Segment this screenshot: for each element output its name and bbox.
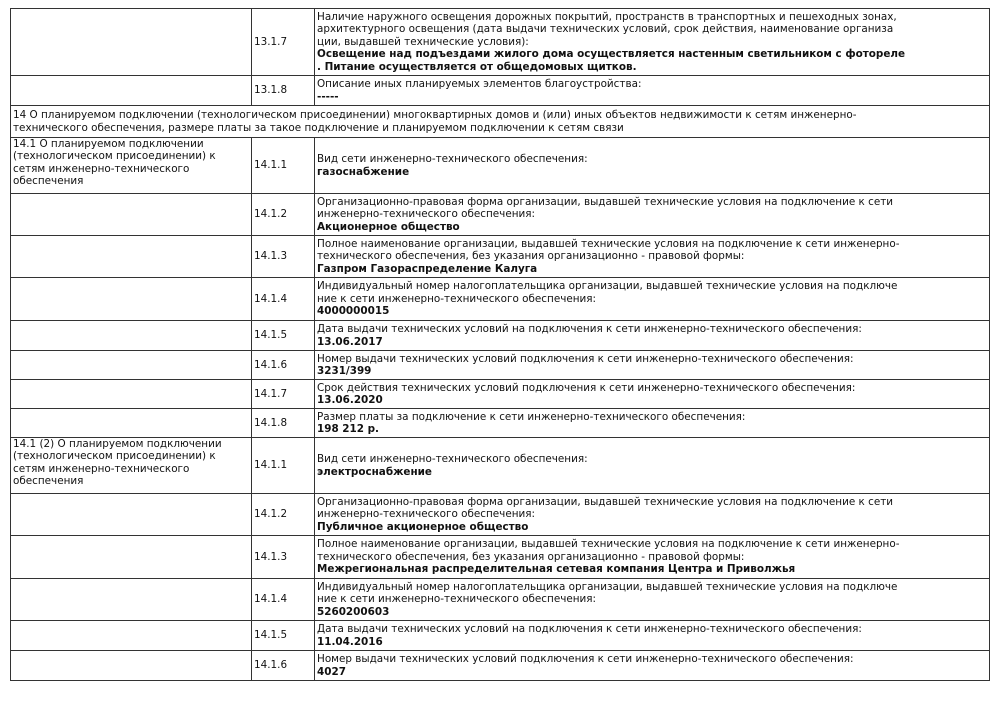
table-row (11, 380, 990, 409)
table-row (11, 236, 990, 278)
table-row (11, 536, 990, 579)
table-row (11, 351, 990, 380)
item-value: Освещение над подъездами жилого дома осуществляется настенным светильником с фотореле . Питание осуществляется от общедомовых щитков. (317, 48, 906, 73)
item-code: 14.1.3 (252, 236, 315, 278)
item-value: 3231/399 (317, 365, 372, 377)
item-label: Индивидуальный номер налогоплательщика организации, выдавшей технические условия на подключе ние к сети инженерно-технического обеспечения: (317, 280, 898, 305)
section-title: 14.1 О планируемом подключении (технологическом присоединении) к сетям инженерно-технического обеспечения (11, 138, 252, 194)
item-value: электроснабжение (317, 465, 432, 478)
table-row (11, 651, 990, 681)
item-label: Полное наименование организации, выдавшей технические условия на подключение к сети инженерно- технического обеспечения, без указания организационно - правовой формы: (317, 538, 900, 563)
item-value: 5260200603 (317, 605, 390, 618)
item-content (315, 321, 990, 351)
item-label: Организационно-правовая форма организации, выдавшей технические условия на подключение к сети инженерно-технического обеспечения: (317, 495, 894, 521)
item-code: 14.1.3 (252, 536, 315, 579)
section-title (11, 621, 252, 651)
item-value: Газпром Газораспределение Калуга (317, 262, 538, 275)
section-header: 14 О планируемом подключении (технологическом присоединении) многоквартирных домов и (или) иных объектов недвижимости к сетям инженерно- технического обеспечения, размере платы за такое подключение и планируемом подключении к сетям связи (11, 106, 990, 138)
item-code: 14.1.4 (252, 579, 315, 621)
item-content (315, 536, 990, 579)
item-value: 13.06.2020 (317, 394, 383, 406)
item-value: Межрегиональная распределительная сетевая компания Центра и Приволжья (317, 563, 796, 576)
disclosure-table (10, 8, 990, 681)
item-code: 14.1.5 (252, 321, 315, 351)
item-label: Номер выдачи технических условий подключения к сети инженерно-технического обеспечения: (317, 352, 854, 365)
item-value: Акционерное общество (317, 220, 460, 233)
section-title (11, 409, 252, 438)
table-row (11, 138, 990, 194)
item-code: 14.1.4 (252, 278, 315, 321)
section-title (11, 494, 252, 536)
item-code: 14.1.1 (252, 438, 315, 494)
item-label: Вид сети инженерно-технического обеспечения: (317, 453, 588, 466)
item-code: 14.1.2 (252, 494, 315, 536)
item-label: Номер выдачи технических условий подключения к сети инженерно-технического обеспечения: (317, 653, 854, 666)
item-code: 14.1.2 (252, 194, 315, 236)
item-value: Публичное акционерное общество (317, 520, 529, 533)
item-code: 14.1.6 (252, 351, 315, 380)
item-content (315, 621, 990, 651)
item-label: Наличие наружного освещения дорожных покрытий, пространств в транспортных и пешеходных зонах, архитектурного освещения (дата выдачи технических условий, срок действия, наименование организа ции, выдавшей технические условия): (317, 10, 897, 48)
item-label: Дата выдачи технических условий на подключения к сети инженерно-технического обеспечения: (317, 323, 862, 336)
item-value: 11.04.2016 (317, 635, 383, 648)
item-value: 198 212 р. (317, 423, 379, 435)
item-code: 14.1.5 (252, 621, 315, 651)
table-row (11, 194, 990, 236)
item-label: Описание иных планируемых элементов благоустройства: (317, 78, 642, 91)
item-value: 4027 (317, 665, 346, 678)
table-row (11, 579, 990, 621)
section-header-row (11, 106, 990, 138)
section-title (11, 380, 252, 409)
section-title (11, 321, 252, 351)
table-row (11, 76, 990, 106)
section-title (11, 9, 252, 76)
item-content (315, 278, 990, 321)
item-label: Размер платы за подключение к сети инженерно-технического обеспечения: (317, 410, 746, 423)
section-title (11, 651, 252, 681)
item-label: Индивидуальный номер налогоплательщика организации, выдавшей технические условия на подключе ние к сети инженерно-технического обеспечения: (317, 580, 898, 606)
item-label: Организационно-правовая форма организации, выдавшей технические условия на подключение к сети инженерно-технического обеспечения: (317, 195, 894, 221)
item-value: ----- (317, 90, 339, 103)
item-code: 14.1.7 (252, 380, 315, 409)
table-row (11, 438, 990, 494)
item-content (315, 138, 990, 194)
item-value: газоснабжение (317, 165, 410, 178)
table-row (11, 494, 990, 536)
item-code: 14.1.1 (252, 138, 315, 194)
section-title (11, 76, 252, 106)
section-title (11, 536, 252, 579)
item-content (315, 76, 990, 106)
item-label: Полное наименование организации, выдавшей технические условия на подключение к сети инженерно- технического обеспечения, без указания организационно - правовой формы: (317, 237, 900, 263)
section-title (11, 278, 252, 321)
item-label: Дата выдачи технических условий на подключения к сети инженерно-технического обеспечения: (317, 623, 862, 636)
item-label: Срок действия технических условий подключения к сети инженерно-технического обеспечения: (317, 381, 856, 394)
table-row (11, 9, 990, 76)
section-title (11, 351, 252, 380)
item-content (315, 9, 990, 76)
item-content (315, 194, 990, 236)
item-label: Вид сети инженерно-технического обеспечения: (317, 153, 588, 166)
item-content (315, 380, 990, 409)
section-title: 14.1 (2) О планируемом подключении (технологическом присоединении) к сетям инженерно-технического обеспечения (11, 438, 252, 494)
section-title (11, 579, 252, 621)
table-row (11, 621, 990, 651)
item-content (315, 351, 990, 380)
item-content (315, 236, 990, 278)
item-value: 4000000015 (317, 305, 390, 318)
item-code: 13.1.7 (252, 9, 315, 76)
section-title (11, 194, 252, 236)
table-row (11, 278, 990, 321)
item-value: 13.06.2017 (317, 335, 383, 348)
item-code: 14.1.6 (252, 651, 315, 681)
item-code: 14.1.8 (252, 409, 315, 438)
table-row (11, 321, 990, 351)
item-code: 13.1.8 (252, 76, 315, 106)
item-content (315, 409, 990, 438)
table-row (11, 409, 990, 438)
item-content (315, 494, 990, 536)
item-content (315, 579, 990, 621)
item-content (315, 651, 990, 681)
item-content (315, 438, 990, 494)
section-title (11, 236, 252, 278)
